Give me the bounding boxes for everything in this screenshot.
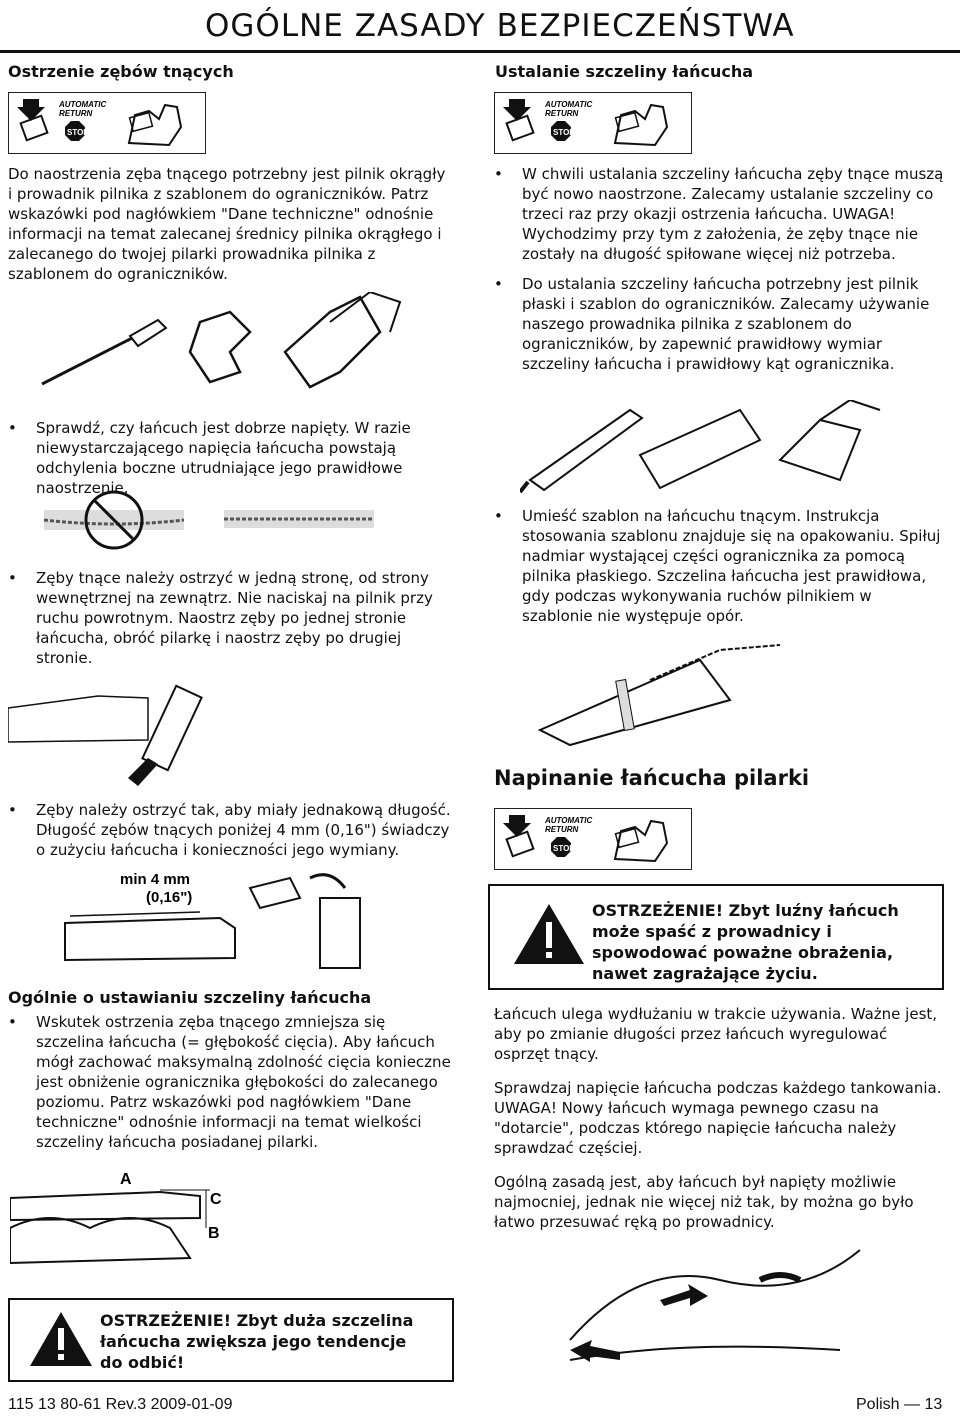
- document-code: 115 13 80-61 Rev.3 2009-01-09: [8, 1396, 233, 1413]
- return-label: RETURN: [59, 109, 93, 118]
- glove-icon: [129, 105, 181, 145]
- svg-text:STOP: STOP: [553, 128, 575, 137]
- safety-symbol-box: [494, 92, 692, 154]
- section-title-sharpening: Ostrzenie zębów tnących: [8, 62, 234, 81]
- glove-icon: [615, 105, 667, 145]
- section-title-depth-gauge: Ustalanie szczeliny łańcucha: [495, 62, 754, 81]
- list-item: • W chwili ustalania szczeliny łańcucha zęby tnące muszą być nowo naostrzone. Zalecamy ustalanie szczeliny co trzeci raz przy okazji ostrzenia łańcucha. UWAGA! Wychodzimy przy tym z założenia, że zęby tnące nie zostały na długość spiłowane więcej niż potrzeba.: [494, 164, 944, 264]
- min-length-label: min 4 mm: [120, 871, 191, 888]
- label-b: B: [208, 1225, 220, 1242]
- filing-illustration: [8, 668, 308, 788]
- list-item: • Wskutek ostrzenia zęba tnącego zmniejsza się szczelina łańcucha (= głębokość cięcia). Aby łańcuch mógł zachować maksymalną zdolność cięcia konieczne jest obniżenie ogranicznika głębokości do zalecanego poziomu. Patrz wskazówki pod nagłówkiem "Dane techniczne" odnośnie informacji na temat wielkości szczeliny łańcucha posiadanej pilarki.: [8, 1012, 458, 1152]
- warning-box: [8, 1298, 454, 1382]
- list-item: • Zęby należy ostrzyć tak, aby miały jednakową długość. Długość zębów tnących poniżej 4 mm (0,16") świadczy o zużyciu łańcucha i konieczności jego wymiany.: [8, 800, 458, 860]
- list-item: • Umieść szablon na łańcuchu tnącym. Instrukcja stosowania szablonu znajduje się na opakowaniu. Spiłuj nadmiar wystającej części ogranicznika za pomocą pilnika płaskiego. Szczelina łańcucha jest prawidłowa, gdy podczas wykonywania ruchów pilnikiem w szablonie nie występuje opór.: [494, 506, 944, 626]
- label-c: C: [210, 1191, 222, 1208]
- safety-symbol-box: [494, 808, 692, 870]
- flat-file-template-illustration: [520, 400, 940, 495]
- language-label: Polish: [856, 1396, 900, 1413]
- list-item: • Sprawdź, czy łańcuch jest dobrze napięty. W razie niewystarczającego napięcia łańcucha powstają odchylenia boczne utrudniające jego prawidłowe naostrzenie.: [8, 418, 453, 498]
- page-number: 13: [924, 1396, 943, 1413]
- left-bullet-list-4: [8, 1012, 458, 1162]
- template-on-chain-illustration: [530, 640, 850, 750]
- section-title-depth-general: Ogólnie o ustawianiu szczeliny łańcucha: [8, 988, 372, 1007]
- glove-icon: [615, 821, 667, 861]
- left-bullet-list-3: [8, 800, 458, 870]
- paragraph: Sprawdzaj napięcie łańcucha podczas każdego tankowania. UWAGA! Nowy łańcuch wymaga pewnego czasu na "dotarcie", podczas którego napięcie łańcucha należy sprawdzać częściej.: [494, 1079, 942, 1157]
- min-length-inch-label: (0,16"): [146, 889, 193, 906]
- depth-gauge-abc-illustration: [10, 1168, 280, 1288]
- safety-symbol-box: [8, 92, 206, 154]
- svg-text:AUTOMATIC: AUTOMATIC: [545, 816, 593, 825]
- warning-text: OSTRZEŻENIE! Zbyt duża szczelina łańcucha zwiększa jego tendencje do odbić!: [100, 1311, 414, 1372]
- right-bullet-list-1: [494, 164, 944, 384]
- chain-tension-illustration: [44, 490, 394, 560]
- chain-slide-illustration: [560, 1240, 880, 1380]
- automatic-label: AUTOMATIC: [59, 100, 107, 109]
- footer-dash: —: [904, 1396, 921, 1413]
- warning-triangle-icon: [28, 1310, 94, 1368]
- page-title: OGÓLNE ZASADY BEZPIECZEŃSTWA: [205, 8, 795, 44]
- right-bullet-list-2: [494, 506, 944, 636]
- svg-text:RETURN: RETURN: [545, 109, 579, 118]
- paragraph: Łańcuch ulega wydłużaniu w trakcie używania. Ważne jest, aby po zmianie długości przez łańcuch wyregulować osprzęt tnący.: [494, 1005, 938, 1063]
- label-a: A: [120, 1171, 132, 1188]
- page-footer: [856, 1396, 942, 1414]
- warning-box: [488, 884, 944, 990]
- warning-triangle-icon: [512, 902, 586, 966]
- tooth-length-illustration: [60, 868, 380, 978]
- sharpening-intro: Do naostrzenia zęba tnącego potrzebny jest pilnik okrągły i prowadnik pilnika z szablonem do ograniczników. Patrz wskazówki pod nagłówkiem "Dane techniczne" odnośnie informacji na temat zalecanej średnicy pilnika okrągłego i zalecanego do twojej pilarki prowadnika pilnika z szablonem do ograniczników.: [8, 165, 446, 283]
- file-guide-illustration: [30, 292, 440, 392]
- svg-text:STOP: STOP: [553, 844, 575, 853]
- list-item: • Zęby tnące należy ostrzyć w jedną stronę, od strony wewnętrznej na zewnątrz. Nie naciskaj na pilnik przy ruchu powrotnym. Naostrz zęby po jednej stronie łańcucha, obróć pilarkę i naostrz zęby po drugiej stronie.: [8, 568, 453, 668]
- svg-text:RETURN: RETURN: [545, 825, 579, 834]
- section-title-chain-tension: Napinanie łańcucha pilarki: [494, 766, 810, 790]
- warning-text: OSTRZEŻENIE! Zbyt luźny łańcuch może spaść z prowadnicy i spowodować poważne obrażenia, nawet zagrażające życiu.: [592, 901, 899, 983]
- trash-bin-icon: [320, 898, 360, 968]
- svg-text:AUTOMATIC: AUTOMATIC: [545, 100, 593, 109]
- svg-text:STOP: STOP: [67, 128, 89, 137]
- arrow-right-icon: [660, 1284, 708, 1306]
- paragraph: Ogólną zasadą jest, aby łańcuch był napięty możliwie najmocniej, jednak nie więcej niż tak, by można go było łatwo przesuwać ręką po prowadnicy.: [494, 1173, 914, 1231]
- list-item: • Do ustalania szczeliny łańcucha potrzebny jest pilnik płaski i szablon do ograniczników. Zalecamy używanie naszego prowadnika pilnika z szablonem do ograniczników, by zapewnić prawidłowy wymiar szczeliny łańcucha i prawidłowy kąt ogranicznika.: [494, 274, 944, 374]
- header-rule: [0, 50, 960, 53]
- left-bullet-list-2: [8, 568, 453, 678]
